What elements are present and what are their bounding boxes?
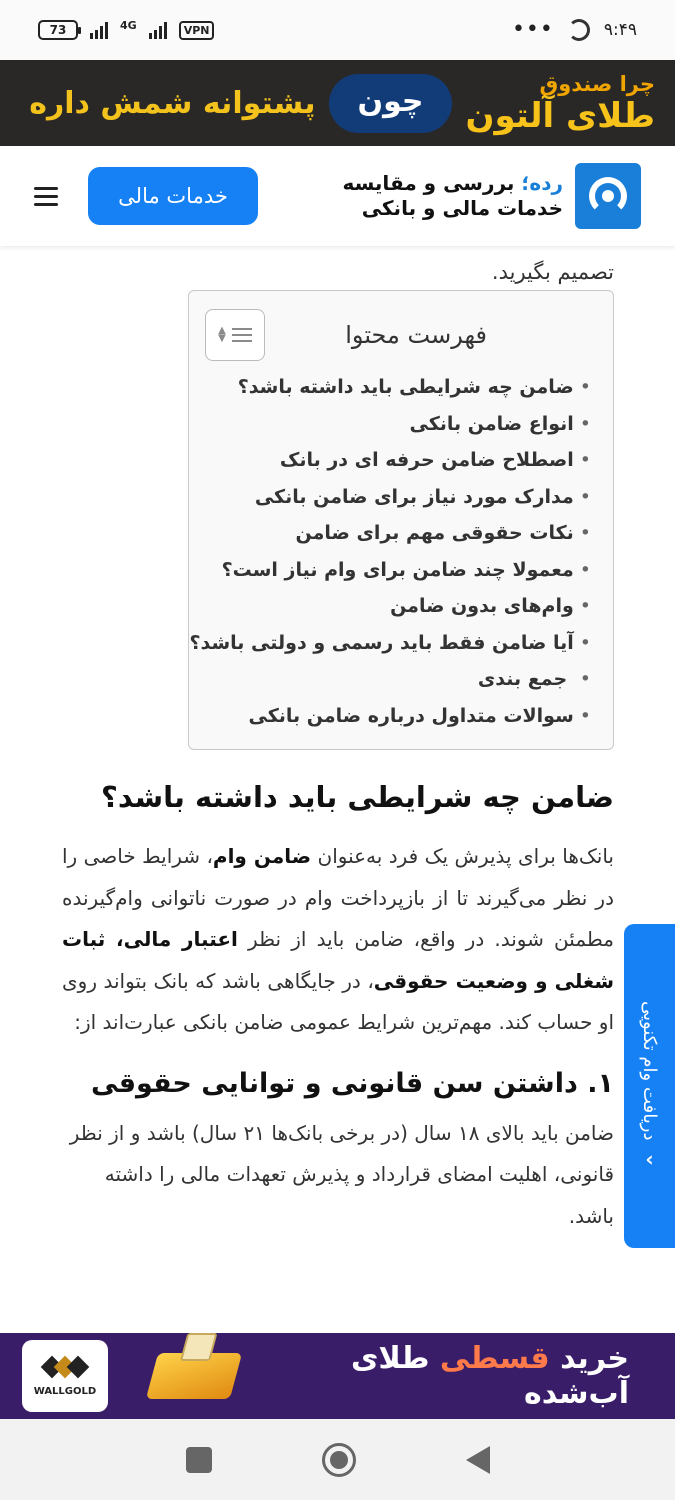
toc-list — [189, 369, 591, 734]
list-icon — [232, 328, 252, 342]
wallgold-logo — [22, 1340, 108, 1412]
toc-item[interactable]: • مدارک مورد نیاز برای ضامن بانکی — [205, 479, 591, 516]
toc-toggle-button[interactable] — [205, 309, 265, 361]
status-bar-left — [38, 20, 214, 40]
hamburger-menu-icon[interactable] — [34, 187, 58, 206]
signal-icon — [90, 21, 108, 39]
site-header — [0, 146, 675, 246]
bottom-ad-highlight: قسطی — [439, 1341, 550, 1376]
intro-text-tail: تصمیم بگیرید. — [491, 260, 614, 284]
wallgold-logo-text: WALLGOLD — [33, 1385, 97, 1397]
article-content — [62, 246, 614, 1237]
clock: ۹:۴۹ — [603, 20, 637, 40]
loan-side-tab[interactable] — [624, 924, 675, 1248]
gold-bar-icon — [146, 1353, 242, 1399]
status-bar-right — [512, 19, 637, 41]
side-tab-label: دریافت وام تکنویی — [639, 1001, 660, 1141]
bold-term: اعتبار مالی، ثبات شغلی و وضعیت حقوقی — [62, 927, 614, 993]
section-paragraph: بانک‌ها برای پذیرش یک فرد به‌عنوان ضامن وام، شرایط خاصی را در نظر می‌گیرند تا از بازپرداخت وام در صورت ناتوانی وام‌گیرنده مطمئن شوند. در واقع، ضامن باید از نظر اعتبار مالی، ثبات شغلی و وضعیت حقوقی، در جایگاهی باشد که بانک بتواند روی او حساب کند. مهم‌ترین شرایط عمومی ضامن بانکی عبارت‌اند از: — [62, 844, 615, 1034]
toc-item[interactable]: • آیا ضامن فقط باید رسمی و دولتی باشد؟ — [205, 625, 591, 662]
bottom-ad-text: خرید قسطی طلای آب‌شده — [350, 1341, 629, 1411]
more-notifications-icon: ••• — [511, 17, 554, 42]
signal-icon-2 — [149, 21, 167, 39]
battery-icon — [38, 20, 78, 40]
home-icon[interactable] — [322, 1443, 356, 1477]
site-logo-icon[interactable] — [575, 163, 641, 229]
recents-icon[interactable] — [186, 1447, 212, 1473]
financial-services-button[interactable]: خدمات مالی — [88, 167, 258, 225]
subsection-heading: ۱. داشتن سن قانونی و توانایی حقوقی — [91, 1067, 614, 1099]
toc-item[interactable]: • نکات حقوقی مهم برای ضامن — [205, 515, 591, 552]
toc-item[interactable]: • ضامن چه شرایطی باید داشته باشد؟ — [205, 369, 591, 406]
subsection-paragraph: ضامن باید بالای ۱۸ سال (در برخی بانک‌ها ۲۱ سال) باشد و از نظر قانونی، اهلیت امضای قرارداد و پذیرش تعهدات مالی را داشته باشد. — [69, 1120, 614, 1228]
ad-brand — [465, 71, 655, 136]
battery-level: 73 — [49, 23, 67, 37]
ad-pill: چون — [329, 74, 451, 133]
chevron-left-icon: ‹ — [645, 1146, 654, 1171]
ad-brand-big: طلای آلتون — [465, 95, 655, 136]
toc-item[interactable]: • معمولا چند ضامن برای وام نیاز است؟ — [205, 552, 591, 589]
toc-item[interactable]: • انواع ضامن بانکی — [205, 406, 591, 443]
site-tagline-line2: خدمات مالی و بانکی — [361, 196, 563, 220]
sync-icon — [568, 19, 590, 41]
ad-brand-small: چرا صندوق — [539, 71, 655, 96]
ad-slogan: پشتوانه شمش داره — [29, 85, 316, 121]
back-icon[interactable] — [466, 1446, 490, 1474]
bottom-ad-banner[interactable] — [0, 1333, 675, 1419]
toc-item[interactable]: • وام‌های بدون ضامن — [205, 588, 591, 625]
vpn-badge: VPN — [179, 21, 215, 40]
sort-arrows-icon: ▲ ▼ — [218, 325, 226, 344]
site-brand-name: رده؛ — [521, 171, 563, 195]
bold-term: ضامن وام — [212, 844, 312, 868]
top-ad-banner[interactable] — [0, 60, 675, 146]
network-type: 4G — [120, 19, 137, 32]
toc-item[interactable]: • جمع بندی — [205, 661, 591, 698]
status-bar — [0, 0, 675, 60]
toc-item[interactable]: • سوالات متداول درباره ضامن بانکی — [205, 698, 591, 735]
section-heading: ضامن چه شرایطی باید داشته باشد؟ — [101, 780, 614, 814]
system-nav-bar — [0, 1419, 675, 1500]
site-tagline[interactable] — [342, 171, 563, 221]
table-of-contents — [188, 290, 614, 750]
toc-item[interactable]: • اصطلاح ضامن حرفه ای در بانک — [205, 442, 591, 479]
site-tagline-line1: بررسی و مقایسه — [342, 171, 522, 195]
toc-title: فهرست محتوا — [345, 321, 487, 349]
wallgold-mark-icon — [42, 1356, 88, 1378]
